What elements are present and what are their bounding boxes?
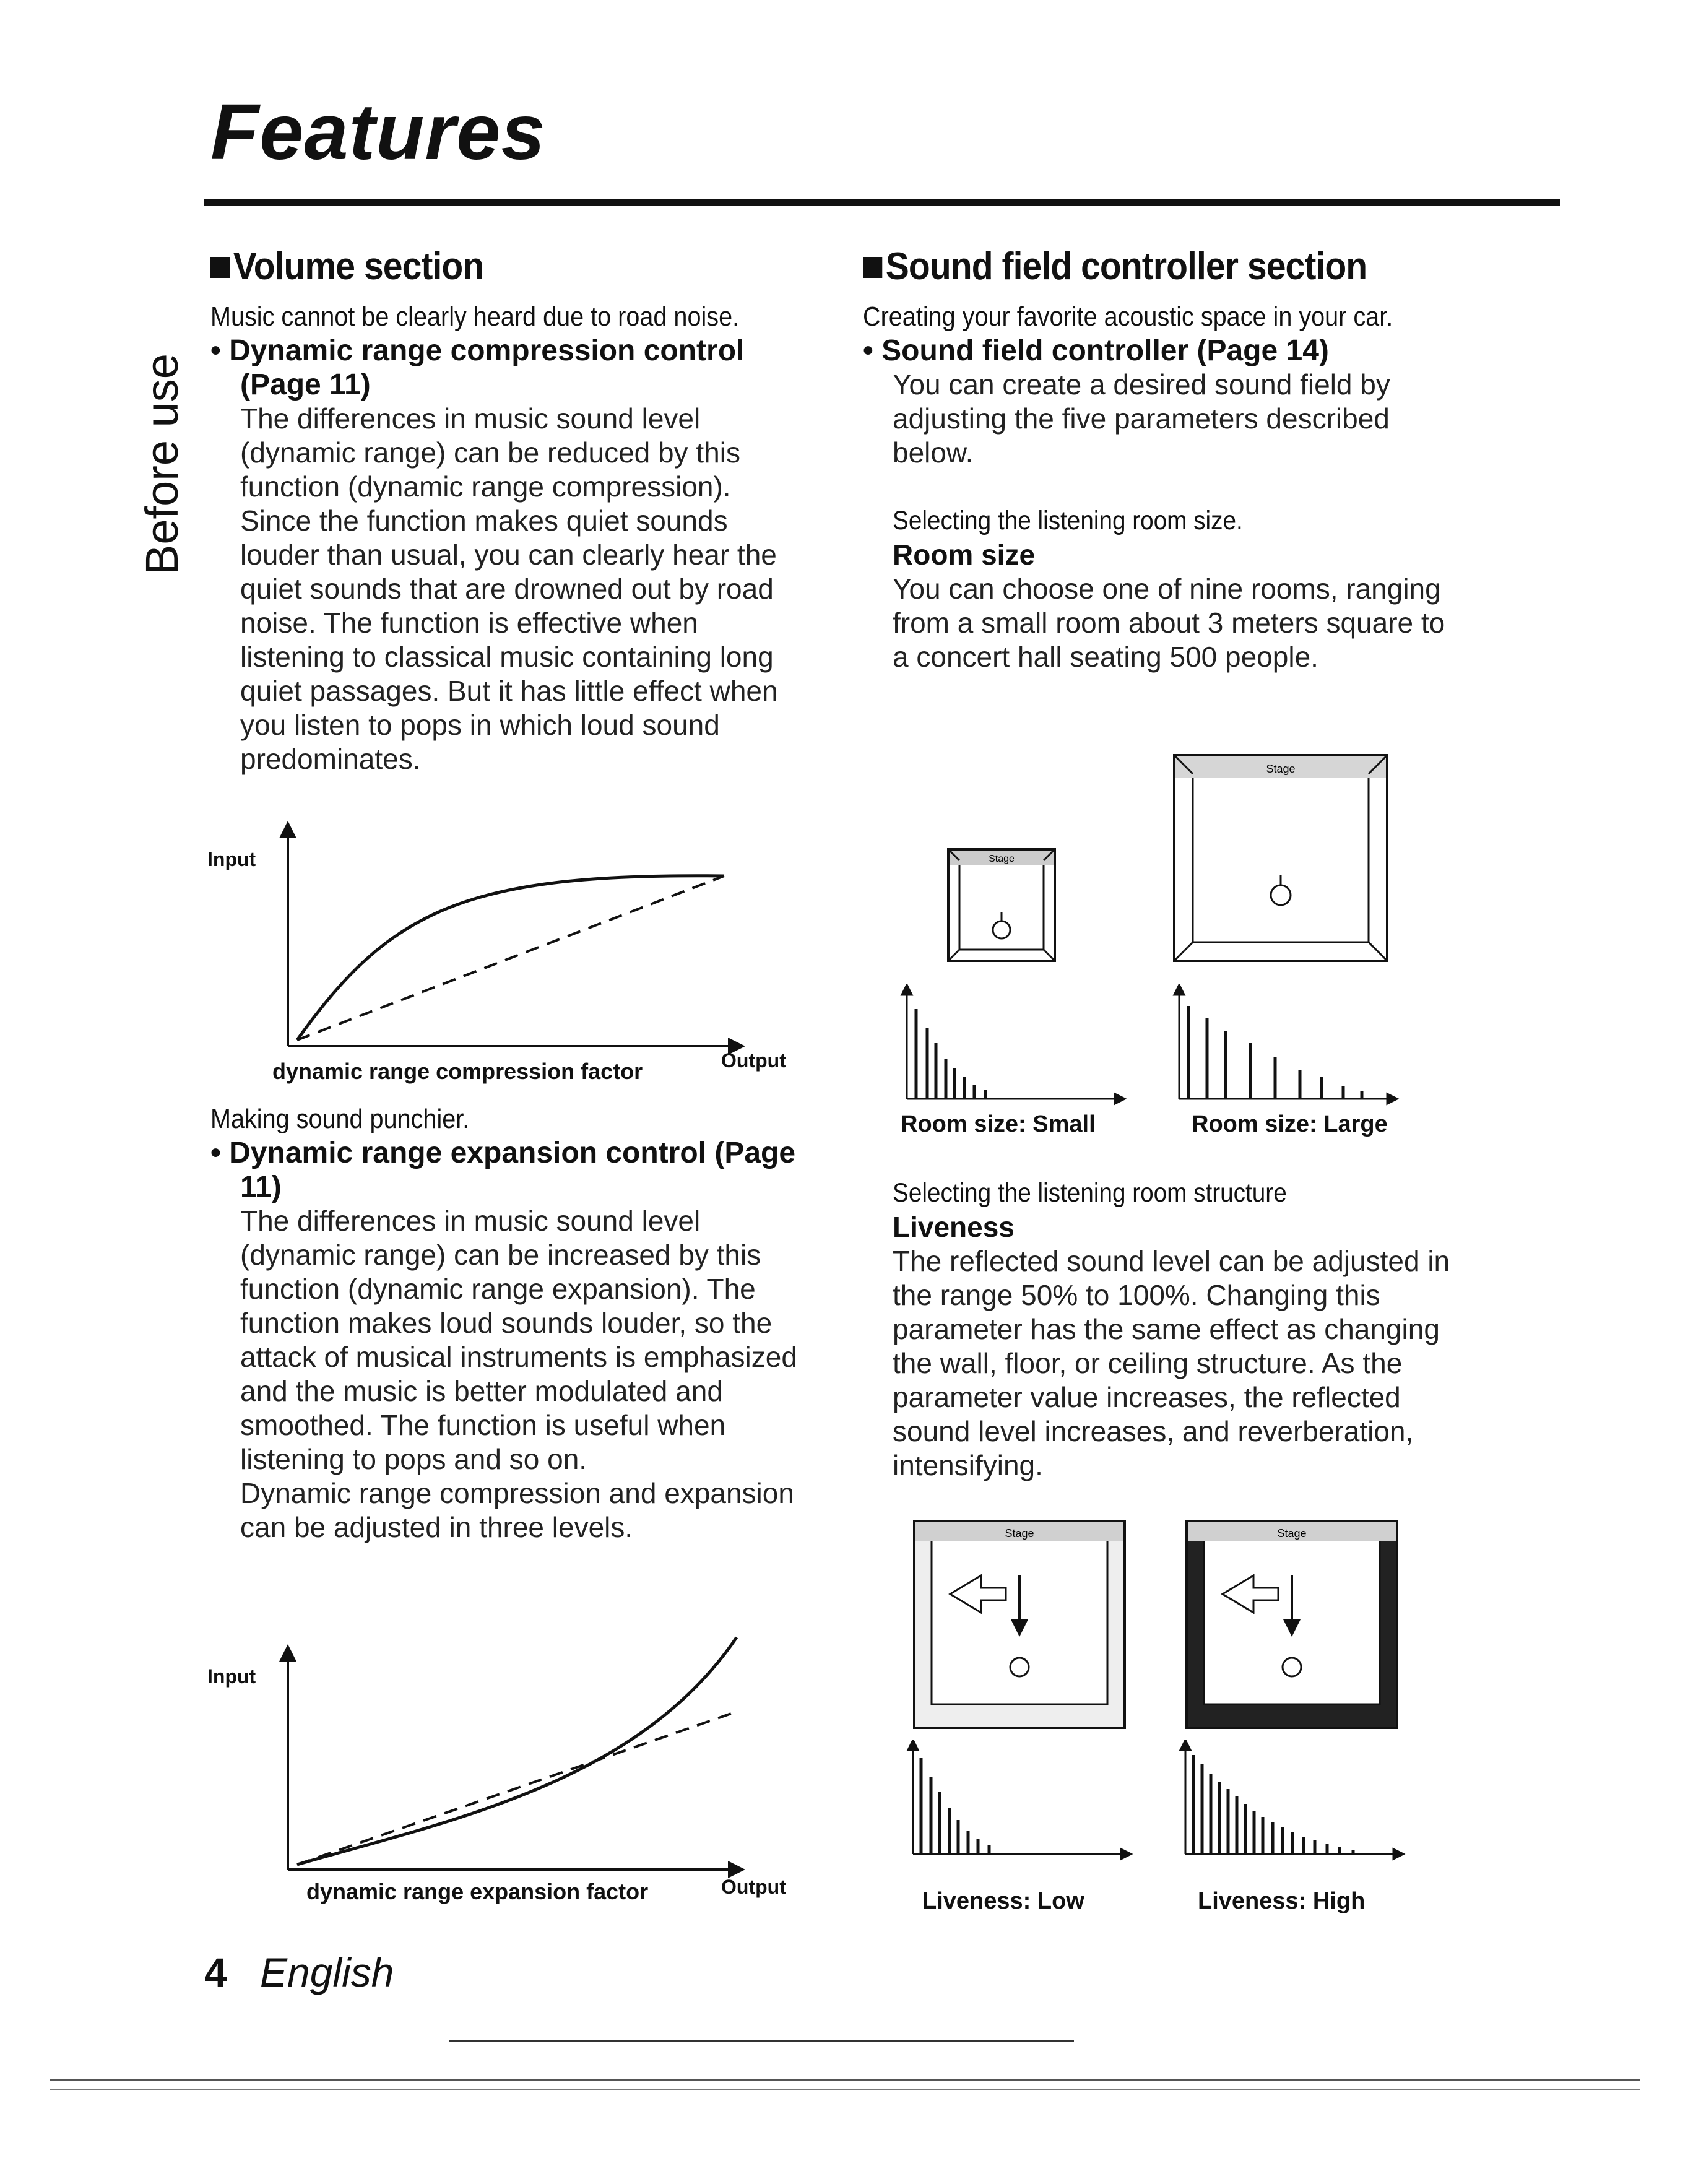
- soundfield-intro: Creating your favorite acoustic space in your car.: [863, 301, 1393, 332]
- liveness-high-bars: [1176, 1740, 1411, 1863]
- expansion-input-label: Input: [207, 1665, 256, 1688]
- volume-intro: Music cannot be clearly heard due to road noise.: [210, 301, 740, 332]
- liveness-low-bars: [904, 1740, 1139, 1863]
- liveness-high-illustration: [1185, 1520, 1399, 1730]
- side-tab: Before use: [136, 353, 188, 575]
- compression-reference-line: [297, 876, 724, 1040]
- liveness-block: [863, 1176, 1451, 1483]
- expansion-curve: [297, 1637, 737, 1865]
- square-bullet-icon: [863, 257, 882, 278]
- title-rule: [204, 199, 1560, 206]
- room-small-caption: Room size: Small: [901, 1111, 1096, 1137]
- volume-heading-text: Volume section: [233, 245, 484, 288]
- liveness-low-caption: Liveness: Low: [922, 1888, 1084, 1914]
- expansion-graph: [204, 1622, 799, 1894]
- liveness-high-caption: Liveness: High: [1198, 1888, 1366, 1914]
- volume-heading: [210, 245, 751, 288]
- page-title: Features: [210, 88, 546, 176]
- square-bullet-icon: [210, 257, 230, 278]
- compression-input-label: Input: [207, 848, 256, 870]
- liveness-low-illustration: [913, 1520, 1127, 1730]
- controller-bullet: • Sound field controller (Page 14): [863, 334, 1329, 368]
- expansion-caption: dynamic range expansion factor: [306, 1879, 649, 1904]
- volume-section: [210, 245, 799, 776]
- expansion-body: The differences in music sound level (dynamic range) can be increased by this function (dynamic range expansion). The function makes loud sounds louder, so the attack of musical instruments is emphasized and the music is better modulated and smoothed. The function is useful when listening to pops and so on.: [240, 1205, 797, 1475]
- expansion-body-levels: Dynamic range compression and expansion can be adjusted in three levels.: [240, 1477, 794, 1543]
- compression-output-label: Output: [721, 1049, 786, 1072]
- room-large-stage: Stage: [1266, 763, 1296, 775]
- footer-rule-long-1: [50, 2079, 1640, 2081]
- soundfield-heading-text: Sound field controller section: [885, 245, 1367, 288]
- liveness-low-stage: Stage: [1005, 1527, 1034, 1540]
- page-number: 4: [204, 1949, 227, 1995]
- soundfield-section: [863, 245, 1451, 674]
- liveness-body: The reflected sound level can be adjusted in the range 50% to 100%. Changing this parameter has the same effect as changing the wall, floor, or ceiling structure. As the parameter value increases, the reflected sound level increases, and reverberation, intensifying.: [893, 1245, 1450, 1481]
- controller-body: You can create a desired sound field by adjusting the five parameters described below.: [893, 368, 1390, 469]
- room-size-title: Room size: [893, 539, 1036, 571]
- footer-rule-long-2: [50, 2089, 1640, 2090]
- liveness-high-stage: Stage: [1277, 1527, 1307, 1540]
- footer-rule-short: [449, 2040, 1074, 2042]
- expansion-block: [210, 1102, 799, 1545]
- liveness-lead: Selecting the listening room structure: [893, 1178, 1287, 1208]
- compression-graph: [204, 817, 799, 1096]
- compression-body: The differences in music sound level (dynamic range) can be reduced by this function (dynamic range compression). Since the function makes quiet sounds louder than usual, you can clearly hear the quiet sounds that are drowned out by road noise. The function is effective when listening to classical music containing long quiet passages. But it has little effect when you listen to pops in which loud sound predominates.: [240, 402, 778, 776]
- soundfield-heading: [863, 245, 1404, 288]
- page-language: English: [260, 1949, 394, 1995]
- room-large-bars: [1170, 984, 1405, 1108]
- compression-caption: dynamic range compression factor: [272, 1059, 643, 1084]
- room-large-caption: Room size: Large: [1192, 1111, 1388, 1137]
- expansion-output-label: Output: [721, 1876, 786, 1898]
- room-small-illustration: [947, 848, 1058, 966]
- expansion-reference-line: [297, 1712, 737, 1865]
- compression-bullet: • Dynamic range compression control (Page 11): [210, 334, 745, 402]
- room-size-body: You can choose one of nine rooms, ranging from a small room about 3 meters square to a concert hall seating 500 people.: [893, 573, 1445, 674]
- room-large-illustration: [1173, 754, 1390, 964]
- room-size-lead: Selecting the listening room size.: [893, 506, 1243, 536]
- room-small-bars: [898, 984, 1133, 1108]
- room-small-stage: Stage: [989, 854, 1015, 864]
- expansion-bullet: • Dynamic range expansion control (Page 11): [210, 1137, 796, 1203]
- liveness-title: Liveness: [893, 1211, 1015, 1243]
- expansion-intro: Making sound punchier.: [210, 1104, 470, 1134]
